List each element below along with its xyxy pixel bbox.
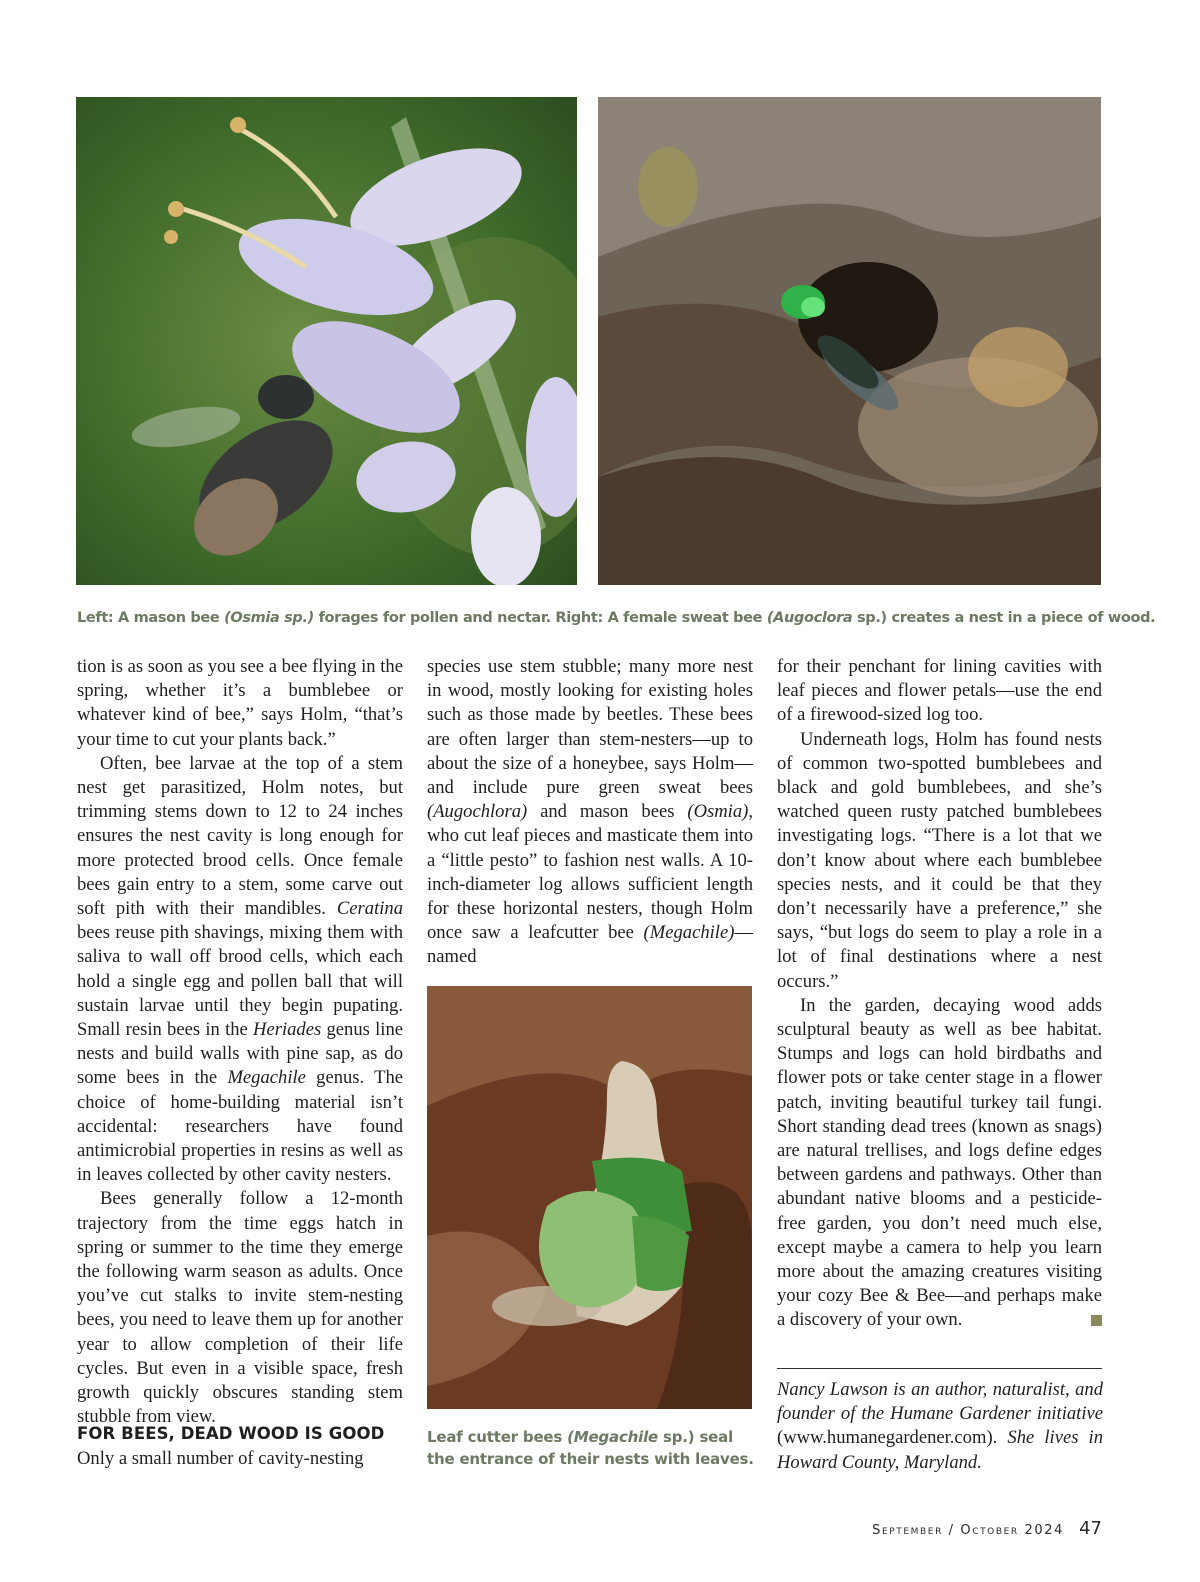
- text-run: In the garden, decaying wood adds sculptural beauty as well as bee habitat. Stumps and logs can hold birdbaths and flower pots or take center stage in a flower patch, inviting beautiful turkey tail fungi. Short standing dead trees (known as snags) are natural trellises, and logs define edges between gardens and pathways. Other than abundant native blooms and a pesticide-free garden, you don’t need much else, except maybe a camera to help you learn more about the amazing creatures visiting your cozy Bee & Bee—and perhaps make a discovery of your own.: [777, 994, 1102, 1331]
- genus-name: (Osmia): [687, 801, 749, 823]
- caption-species-augoclora: (Augoclora: [766, 610, 853, 626]
- author-website-link[interactable]: (www.humanegardener.com).: [777, 1427, 998, 1449]
- text-run: —named: [427, 922, 753, 968]
- text-run: bees reuse pith shavings, mixing them with saliva to wall off brood cells, which each hold a single egg and pollen ball that will sustain larvae until they begin pupating. Small resin bees in the: [77, 922, 403, 1041]
- genus-name: Heriades: [253, 1019, 322, 1041]
- bio-text: Nancy Lawson is an author, naturalist, and founder of the Humane Gardener initiative: [777, 1379, 1103, 1425]
- genus-name: Ceratina: [336, 898, 403, 920]
- caption-text: Left: A mason bee: [77, 610, 225, 626]
- bio-text: She lives in Howard County, Maryland.: [777, 1427, 1103, 1473]
- paragraph: [777, 994, 1102, 1333]
- photo-leafcutter-nest: [427, 986, 752, 1409]
- caption-text: sp.) seal the entrance of their nests with leaves.: [427, 1428, 754, 1468]
- caption-text: forages for pollen and nectar. Right: A female sweat bee: [313, 610, 767, 626]
- genus-name: (Augochlora): [427, 801, 528, 823]
- paragraph: for their penchant for lining cavities with leaf pieces and flower petals—use the end of a firewood-sized log too.: [777, 656, 1102, 726]
- paragraph: tion is as soon as you see a bee flying in the spring, whether it’s a bumblebee or whatever kind of bee,” says Holm, “that’s your time to cut your plants back.”: [77, 656, 403, 750]
- article-column-2: [427, 655, 753, 970]
- mason-bee-image: [76, 97, 577, 585]
- end-of-article-mark: [1091, 1315, 1102, 1326]
- text-run: and mason bees: [527, 801, 688, 823]
- article-column-3: [777, 655, 1102, 1333]
- bio-divider-rule: [777, 1368, 1102, 1369]
- text-run: , who cut leaf pieces and masticate them into a “little pesto” to fashion nest walls. A 10-inch-diameter log allows sufficient length for these horizontal nesters, though Holm once saw a leafcutter bee: [427, 801, 753, 944]
- caption-species-osmia: (Osmia sp.): [224, 610, 314, 626]
- paragraph: [77, 752, 403, 1188]
- article-column-1: [77, 655, 403, 1430]
- issue-date: September / October 2024: [872, 1523, 1064, 1538]
- leafcutter-nest-image: [427, 986, 752, 1409]
- paragraph: [427, 655, 753, 970]
- photo-mason-bee: [76, 97, 577, 585]
- page-footer: [872, 1518, 1102, 1539]
- page-number: 47: [1079, 1518, 1102, 1539]
- genus-name: (Megachile): [643, 922, 735, 944]
- genus-name: Megachile: [227, 1067, 306, 1089]
- photo-sweat-bee: [598, 97, 1101, 585]
- photo-caption-middle: [427, 1426, 757, 1470]
- text-run: Often, bee larvae at the top of a stem nest get parasitized, Holm notes, but trimming stems down to 12 to 24 inches ensures the nest cavity is long enough for more protected brood cells. Once female bees gain entry to a stem, some carve out soft pith with their mandibles.: [77, 752, 403, 920]
- text-run: genus. The choice of home-building material isn’t accidental: researchers have found antimicrobial properties in resins as well as in leaves collected by other cavity nesters.: [77, 1067, 404, 1186]
- paragraph: Bees generally follow a 12-month trajectory from the time eggs hatch in spring or summer to the time they emerge the following warm season as adults. Once you’ve cut stalks to invite stem-nesting bees, you need to leave them up for another year to allow completion of their life cycles. But even in a visible space, fresh growth quickly obscures standing stem stubble from view.: [77, 1188, 403, 1428]
- author-bio: [777, 1378, 1103, 1475]
- text-run: species use stem stubble; many more nest in wood, mostly looking for existing holes such as those made by beetles. These bees are often larger than stem-nesters—up to about the size of a honeybee, says Holm—and include pure green sweat bees: [427, 656, 753, 799]
- caption-species-megachile: (Megachile: [567, 1428, 658, 1446]
- caption-text: Leaf cutter bees: [427, 1428, 568, 1446]
- paragraph: Underneath logs, Holm has found nests of common two-spotted bumblebees and black and gold bumblebees, and she’s watched queen rusty patched bumblebees investigating logs. “There is a lot that we don’t know about where each bumblebee species nests, and it could be that they don’t necessarily have a preference,” she says, “but logs do seem to play a role in a lot of final destinations where a nest occurs.”: [777, 728, 1102, 992]
- sweat-bee-image: [598, 97, 1101, 585]
- article-column-1-continued: [77, 1447, 403, 1471]
- text-run: genus line nests and build walls with pine sap, as do some bees in the: [77, 1019, 403, 1089]
- section-subhead: FOR BEES, DEAD WOOD IS GOOD: [77, 1424, 385, 1443]
- paragraph: Only a small number of cavity-nesting: [77, 1448, 364, 1469]
- caption-text: sp.) creates a nest in a piece of wood.: [852, 610, 1156, 626]
- photo-caption-top: [77, 610, 1156, 626]
